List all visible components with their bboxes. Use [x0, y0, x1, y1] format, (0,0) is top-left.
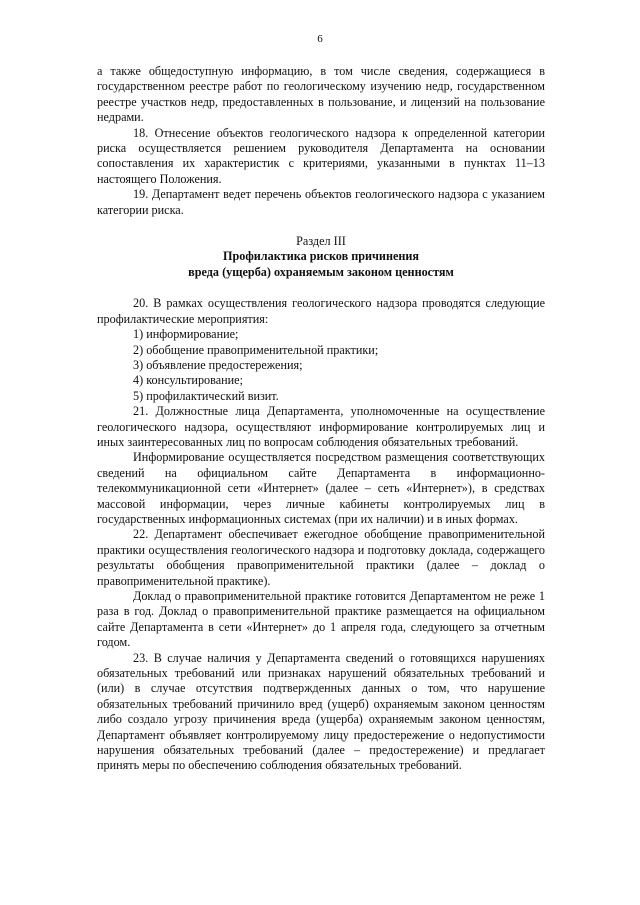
- list-item: 5) профилактический визит.: [133, 388, 279, 403]
- paragraph-continuation: а также общедоступную информацию, в том числе сведения, содержащиеся в государственном реестре работ по геологическому изучению недр, государственном реестре участков недр, предоставленных в пользование, и лицензий на пользование недрами.: [97, 64, 545, 125]
- paragraph-informing: Информирование осуществляется посредством размещения соответствующих сведений на официальном сайте Департамента в информационно-телекоммуникационной сети «Интернет» (далее – сеть «Интернет»), в средствах массовой информации, через личные кабинеты контролируемых лиц в государственных информационных системах (при их наличии) и в иных формах.: [97, 450, 545, 526]
- list-item: 2) обобщение правоприменительной практики;: [133, 342, 379, 357]
- section-heading: [97, 234, 545, 280]
- list-item: 3) объявление предостережения;: [133, 357, 303, 372]
- section-title-line-2: вреда (ущерба) охраняемым законом ценностям: [188, 264, 454, 279]
- document-body: [97, 64, 545, 774]
- section-title-line-1: Профилактика рисков причинения: [222, 249, 420, 264]
- list-item: 4) консультирование;: [133, 373, 243, 388]
- paragraph-18: 18. Отнесение объектов геологического надзора к определенной категории риска осуществляется решением руководителя Департамента на основании сопоставления их характеристик с критериями, указанными в пунктах 11–13 настоящего Положения.: [97, 125, 545, 186]
- paragraph-20: 20. В рамках осуществления геологического надзора проводятся следующие профилактические мероприятия:: [97, 296, 545, 326]
- paragraph-23: 23. В случае наличия у Департамента сведений о готовящихся нарушениях обязательных требований или признаках нарушений обязательных требований и (или) в случае отсутствия подтвержденных данных о том, что нарушение обязательных требований причинило вред (ущерб) охраняемым законом ценностям либо создало угрозу причинения вреда (ущерба) охраняемым законом ценностям, Департамент объявляет контролируемому лицу предостережение о недопустимости нарушения обязательных требований (далее – предостережение) и предлагает принять меры по обеспечению соблюдения обязательных требований.: [97, 650, 545, 773]
- paragraph-19: 19. Департамент ведет перечень объектов геологического надзора с указанием категории риска.: [97, 187, 545, 217]
- paragraph-22: 22. Департамент обеспечивает ежегодное обобщение правоприменительной практики осуществления геологического надзора и подготовку доклада, содержащего результаты обобщения правоприменительной практики (далее – доклад о правоприменительной практике).: [97, 527, 545, 588]
- list-item: 1) информирование;: [133, 327, 239, 342]
- paragraph-21: 21. Должностные лица Департамента, уполномоченные на осуществление геологического надзора, осуществляют информирование контролируемых лиц и иных заинтересованных лиц по вопросам соблюдения обязательных требований.: [97, 404, 545, 449]
- page-number: 6: [317, 33, 323, 45]
- section-label: Раздел III: [296, 234, 346, 249]
- paragraph-report: Доклад о правоприменительной практике готовится Департаментом не реже 1 раза в год. Доклад о правоприменительной практике размещается на официальном сайте Департамента в сети «Интернет» до 1 апреля года, следующего за отчетным годом.: [97, 589, 545, 650]
